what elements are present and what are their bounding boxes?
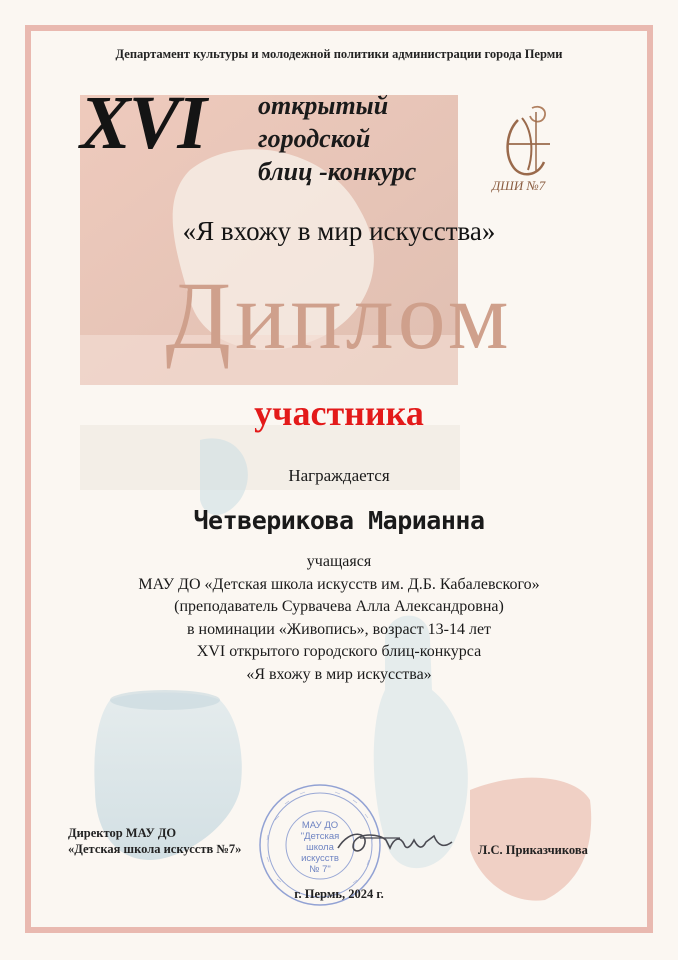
contest-subtitle-line3: блиц -конкурс [258, 157, 417, 186]
place-date: г. Пермь, 2024 г. [294, 887, 384, 901]
diploma-type: участника [254, 393, 424, 433]
diploma-heading: Диплом [165, 262, 513, 369]
award-line: учащаяся [306, 553, 372, 570]
award-line: в номинации «Живопись», возраст 13-14 лет [186, 620, 492, 638]
director-title [68, 825, 241, 857]
director-line: Директор МАУ ДО [68, 826, 177, 840]
director-line: «Детская школа искусств №7» [68, 842, 242, 856]
contest-subtitle-line2: городской [258, 124, 371, 153]
award-line: «Я вхожу в мир искусства» [246, 665, 432, 683]
contest-subtitle-line1: открытый [258, 91, 389, 120]
award-intro: Награждается [288, 466, 390, 485]
award-line: XVI открытого городского блиц-конкурса [196, 643, 482, 661]
school-logo-caption: ДШИ №7 [492, 178, 546, 193]
contest-number: XVI [80, 81, 205, 165]
department-header: Департамент культуры и молодежной политики администрации города Перми [115, 47, 563, 61]
recipient-name: Четверикова Марианна [193, 506, 485, 535]
stamp-line: искусств [301, 853, 339, 864]
director-signature [330, 818, 460, 868]
signatory-name: Л.С. Приказчикова [478, 843, 588, 857]
stamp-line: № 7" [309, 864, 331, 875]
award-details [0, 551, 678, 687]
stamp-line: школа [306, 842, 334, 853]
school-logo [488, 100, 568, 200]
stamp-line: МАУ ДО [301, 820, 339, 831]
contest-title: «Я вхожу в мир искусства» [182, 216, 496, 246]
award-line: (преподаватель Сурвачева Алла Александровна) [174, 598, 504, 616]
award-line: МАУ ДО «Детская школа искусств им. Д.Б. Кабалевского» [138, 575, 540, 593]
stamp-line: "Детская [300, 831, 340, 842]
